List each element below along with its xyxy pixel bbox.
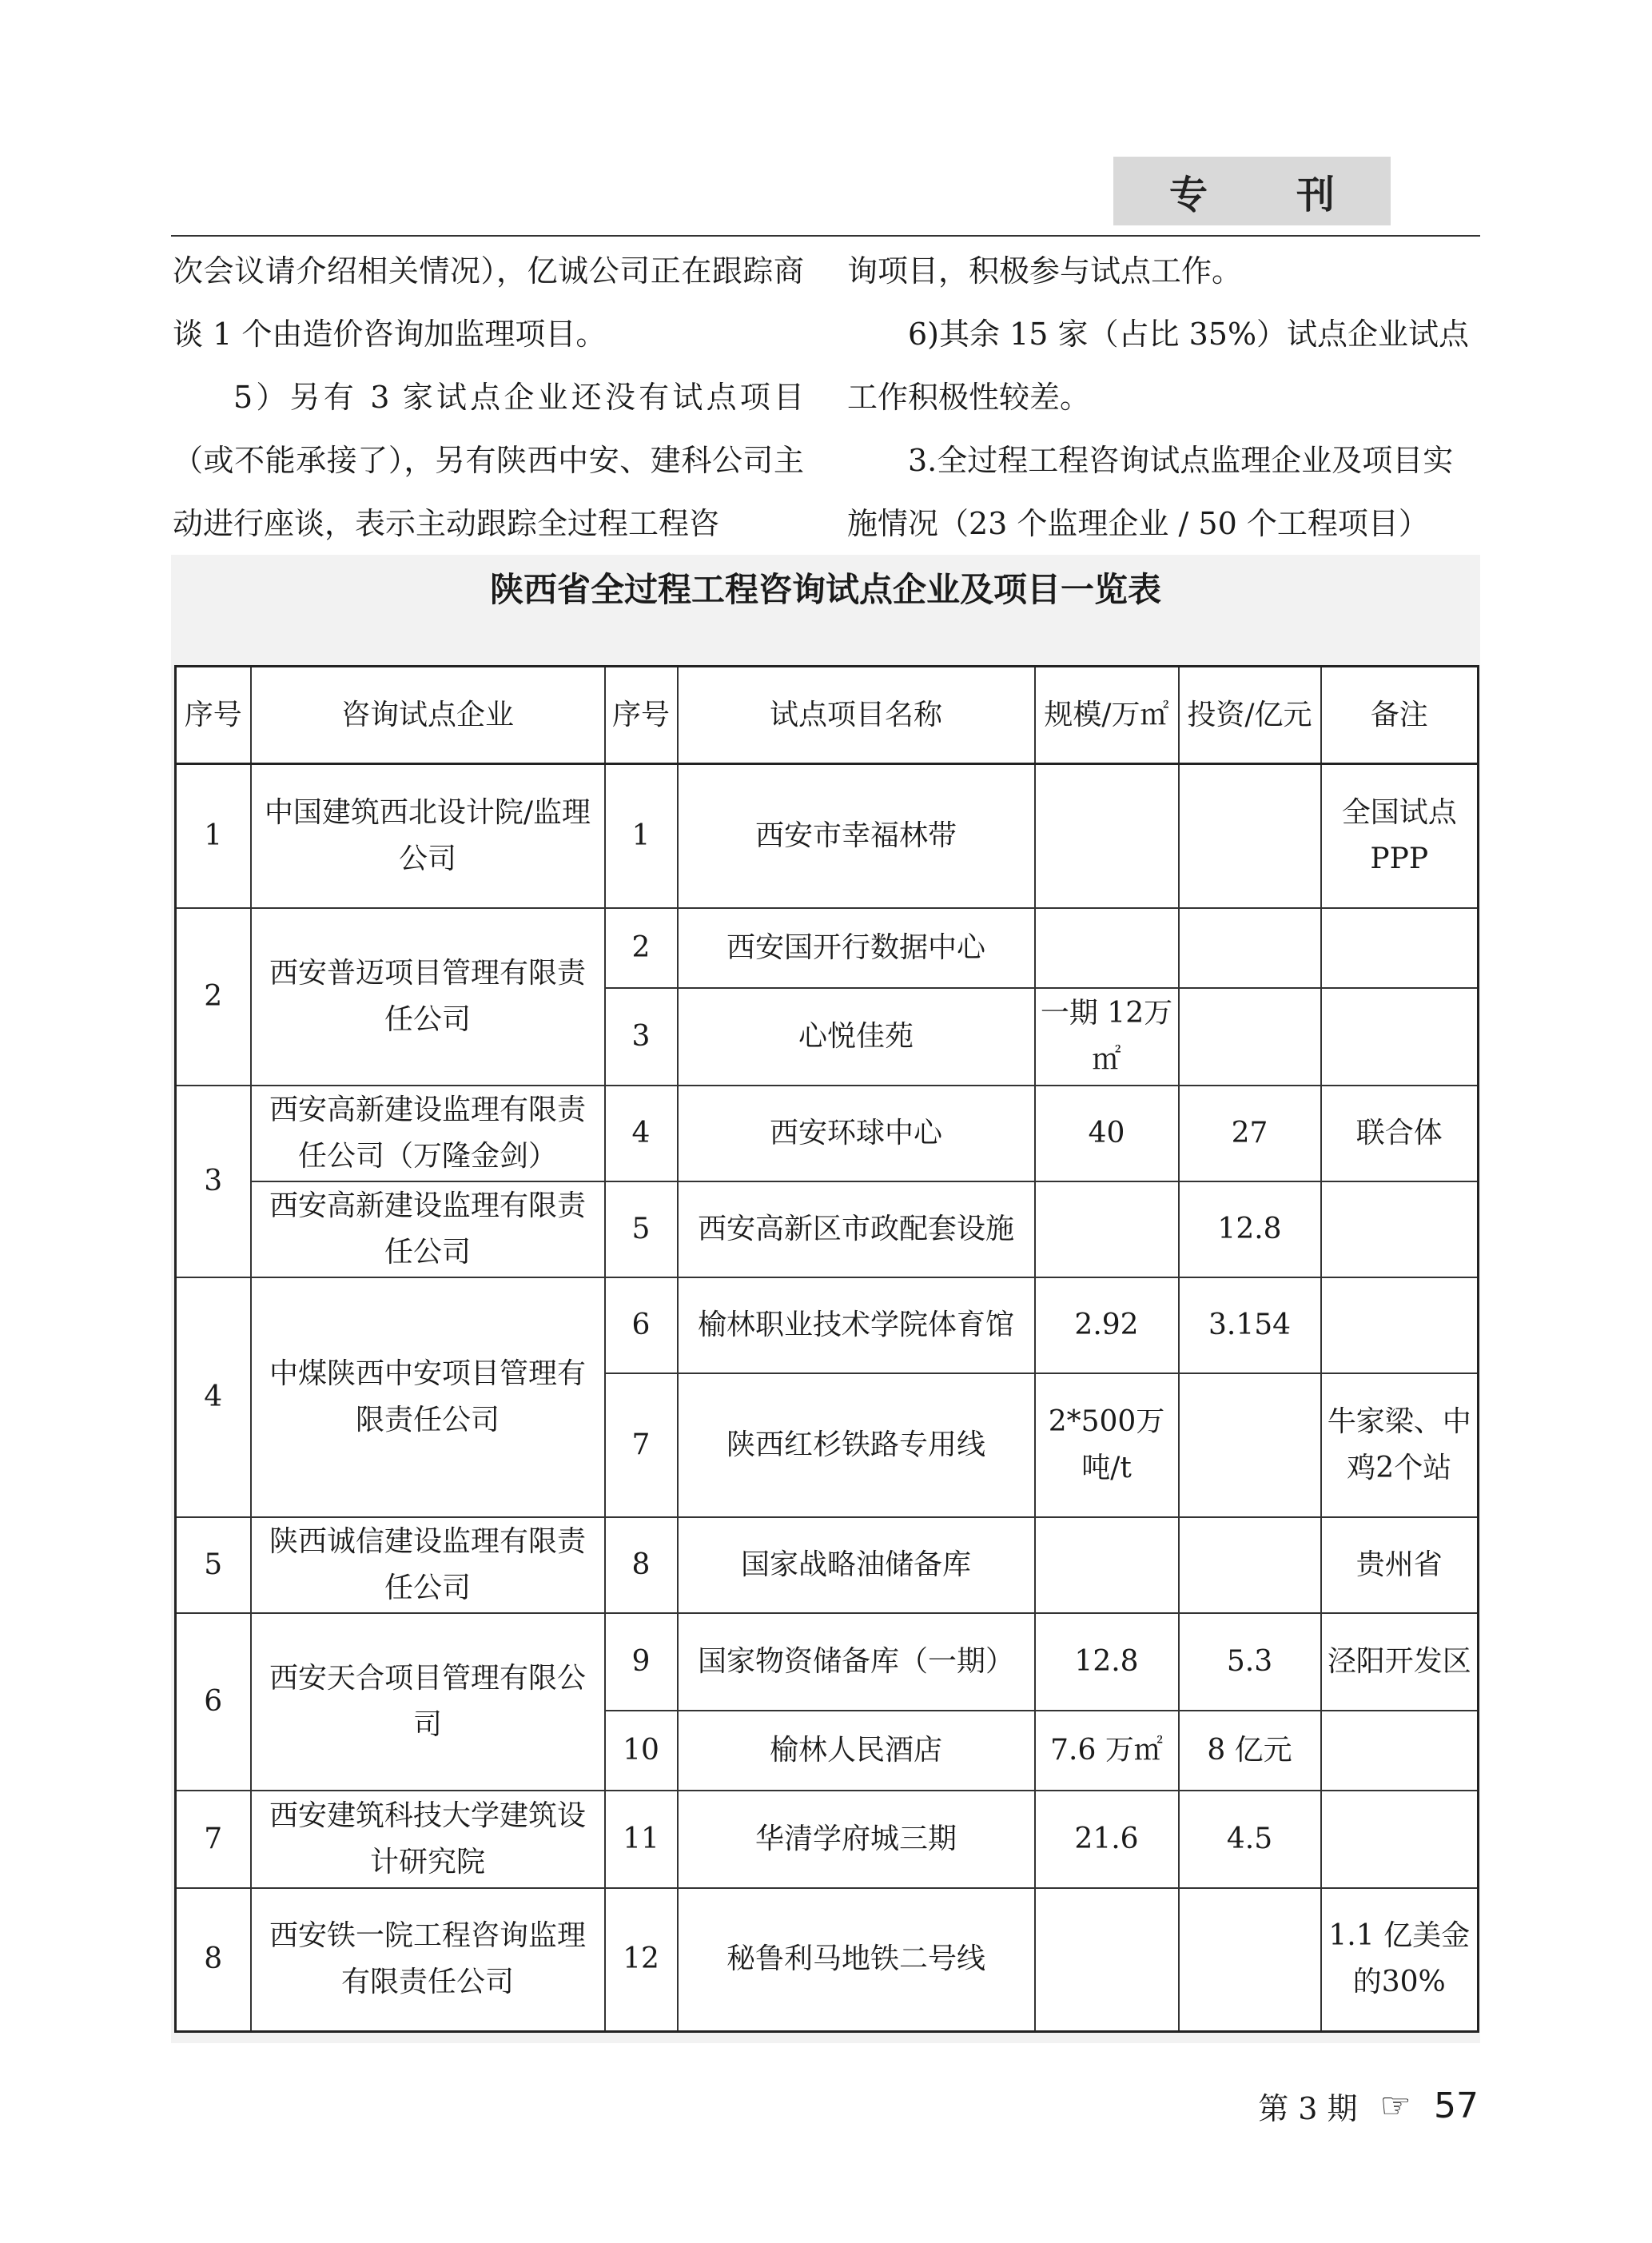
cell-project: 西安高新区市政配套设施	[678, 1181, 1035, 1277]
table-row	[176, 1613, 1479, 1711]
paragraph: 3.全过程工程咨询试点监理企业及项目实施情况（23 个监理企业 / 50 个工程项目）	[847, 443, 1454, 541]
cell-enterprise: 中国建筑西北设计院/监理公司	[251, 764, 605, 908]
page-footer	[1159, 2082, 1479, 2129]
cell-seq2: 5	[605, 1181, 678, 1277]
table-row	[176, 764, 1479, 908]
cell-seq: 3	[176, 1086, 251, 1277]
cell-project: 陕西红杉铁路专用线	[678, 1373, 1035, 1517]
cell-investment: 8 亿元	[1179, 1711, 1321, 1791]
cell-seq: 4	[176, 1277, 251, 1517]
table-row	[176, 1086, 1479, 1181]
cell-enterprise: 中煤陕西中安项目管理有限责任公司	[251, 1277, 605, 1517]
cell-scale: 一期 12万㎡	[1035, 988, 1179, 1086]
cell-note	[1321, 1181, 1479, 1277]
cell-investment: 27	[1179, 1086, 1321, 1181]
cell-note: 联合体	[1321, 1086, 1479, 1181]
cell-enterprise: 西安铁一院工程咨询监理有限责任公司	[251, 1888, 605, 2032]
cell-scale	[1035, 908, 1179, 988]
cell-scale: 7.6 万㎡	[1035, 1711, 1179, 1791]
cell-note	[1321, 1711, 1479, 1791]
section-tag	[1113, 157, 1391, 225]
cell-seq2: 7	[605, 1373, 678, 1517]
cell-seq2: 1	[605, 764, 678, 908]
table-header-row	[176, 667, 1479, 764]
cell-project: 华清学府城三期	[678, 1791, 1035, 1888]
cell-investment: 4.5	[1179, 1791, 1321, 1888]
header-seq2: 序号	[605, 667, 678, 764]
header-rule	[171, 235, 1480, 237]
cell-scale: 40	[1035, 1086, 1179, 1181]
table-row	[176, 1181, 1479, 1277]
cell-note: 1.1 亿美金的30%	[1321, 1888, 1479, 2032]
table-row	[176, 1277, 1479, 1373]
cell-seq2: 6	[605, 1277, 678, 1373]
cell-scale	[1035, 1888, 1179, 2032]
cell-project: 西安国开行数据中心	[678, 908, 1035, 988]
cell-enterprise: 西安高新建设监理有限责任公司（万隆金剑）	[251, 1086, 605, 1181]
header-scale: 规模/万㎡	[1035, 667, 1179, 764]
body-column-right	[847, 240, 1480, 556]
cell-scale: 21.6	[1035, 1791, 1179, 1888]
header-seq: 序号	[176, 667, 251, 764]
cell-seq2: 2	[605, 908, 678, 988]
cell-scale: 2*500万吨/t	[1035, 1373, 1179, 1517]
header-note: 备注	[1321, 667, 1479, 764]
table-row	[176, 1791, 1479, 1888]
section-tag-char-1: 专	[1169, 172, 1208, 217]
cell-investment	[1179, 908, 1321, 988]
table-row	[176, 1888, 1479, 2032]
cell-note: 全国试点PPP	[1321, 764, 1479, 908]
issue-label: 第 3 期	[1258, 2090, 1358, 2126]
table-row	[176, 1517, 1479, 1613]
cell-seq2: 4	[605, 1086, 678, 1181]
table-title: 陕西省全过程工程咨询试点企业及项目一览表	[489, 570, 1161, 609]
cell-seq2: 10	[605, 1711, 678, 1791]
cell-seq: 1	[176, 764, 251, 908]
cell-project: 西安市幸福林带	[678, 764, 1035, 908]
cell-seq2: 12	[605, 1888, 678, 2032]
body-column-left	[173, 240, 804, 556]
cell-note: 泾阳开发区	[1321, 1613, 1479, 1711]
cell-note: 牛家梁、中鸡2个站	[1321, 1373, 1479, 1517]
cell-project: 国家战略油储备库	[678, 1517, 1035, 1613]
paragraph: 6)其余 15 家（占比 35%）试点企业试点工作积极性较差。	[847, 317, 1470, 415]
cell-project: 秘鲁利马地铁二号线	[678, 1888, 1035, 2032]
header-enterprise: 咨询试点企业	[251, 667, 605, 764]
paragraph: 5）另有 3 家试点企业还没有试点项目（或不能承接了），另有陕西中安、建科公司主动进行座谈，表示主动跟踪全过程工程咨	[173, 380, 804, 541]
header-investment: 投资/亿元	[1179, 667, 1321, 764]
cell-note	[1321, 988, 1479, 1086]
table-row	[176, 908, 1479, 988]
cell-project: 心悦佳苑	[678, 988, 1035, 1086]
cell-project: 国家物资储备库（一期）	[678, 1613, 1035, 1711]
cell-investment	[1179, 1517, 1321, 1613]
cell-scale	[1035, 1181, 1179, 1277]
cell-investment	[1179, 1888, 1321, 2032]
cell-scale: 2.92	[1035, 1277, 1179, 1373]
cell-seq: 7	[176, 1791, 251, 1888]
cell-note	[1321, 1277, 1479, 1373]
page-number: 57	[1434, 2085, 1479, 2126]
cell-scale	[1035, 1517, 1179, 1613]
paragraph: 次会议请介绍相关情况），亿诚公司正在跟踪商谈 1 个由造价咨询加监理项目。	[173, 253, 804, 352]
section-tag-char-2: 刊	[1296, 172, 1335, 217]
cell-project: 榆林职业技术学院体育馆	[678, 1277, 1035, 1373]
cell-investment	[1179, 988, 1321, 1086]
cell-note: 贵州省	[1321, 1517, 1479, 1613]
cell-enterprise: 西安高新建设监理有限责任公司	[251, 1181, 605, 1277]
cell-enterprise: 西安建筑科技大学建筑设计研究院	[251, 1791, 605, 1888]
cell-seq2: 9	[605, 1613, 678, 1711]
paragraph: 询项目，积极参与试点工作。	[847, 253, 1243, 289]
cell-seq2: 8	[605, 1517, 678, 1613]
cell-investment	[1179, 764, 1321, 908]
cell-scale: 12.8	[1035, 1613, 1179, 1711]
project-table	[174, 665, 1479, 2033]
cell-note	[1321, 908, 1479, 988]
cell-seq: 2	[176, 908, 251, 1086]
cell-investment	[1179, 1373, 1321, 1517]
cell-investment: 3.154	[1179, 1277, 1321, 1373]
cell-seq: 6	[176, 1613, 251, 1791]
cell-project: 西安环球中心	[678, 1086, 1035, 1181]
cell-enterprise: 西安天合项目管理有限公司	[251, 1613, 605, 1791]
pointing-hand-icon: ☞	[1379, 2085, 1411, 2126]
cell-investment: 5.3	[1179, 1613, 1321, 1711]
cell-seq2: 3	[605, 988, 678, 1086]
cell-scale	[1035, 764, 1179, 908]
cell-note	[1321, 1791, 1479, 1888]
cell-enterprise: 西安普迈项目管理有限责任公司	[251, 908, 605, 1086]
cell-investment: 12.8	[1179, 1181, 1321, 1277]
header-project: 试点项目名称	[678, 667, 1035, 764]
cell-enterprise: 陕西诚信建设监理有限责任公司	[251, 1517, 605, 1613]
cell-project: 榆林人民酒店	[678, 1711, 1035, 1791]
cell-seq: 5	[176, 1517, 251, 1613]
cell-seq2: 11	[605, 1791, 678, 1888]
cell-seq: 8	[176, 1888, 251, 2032]
